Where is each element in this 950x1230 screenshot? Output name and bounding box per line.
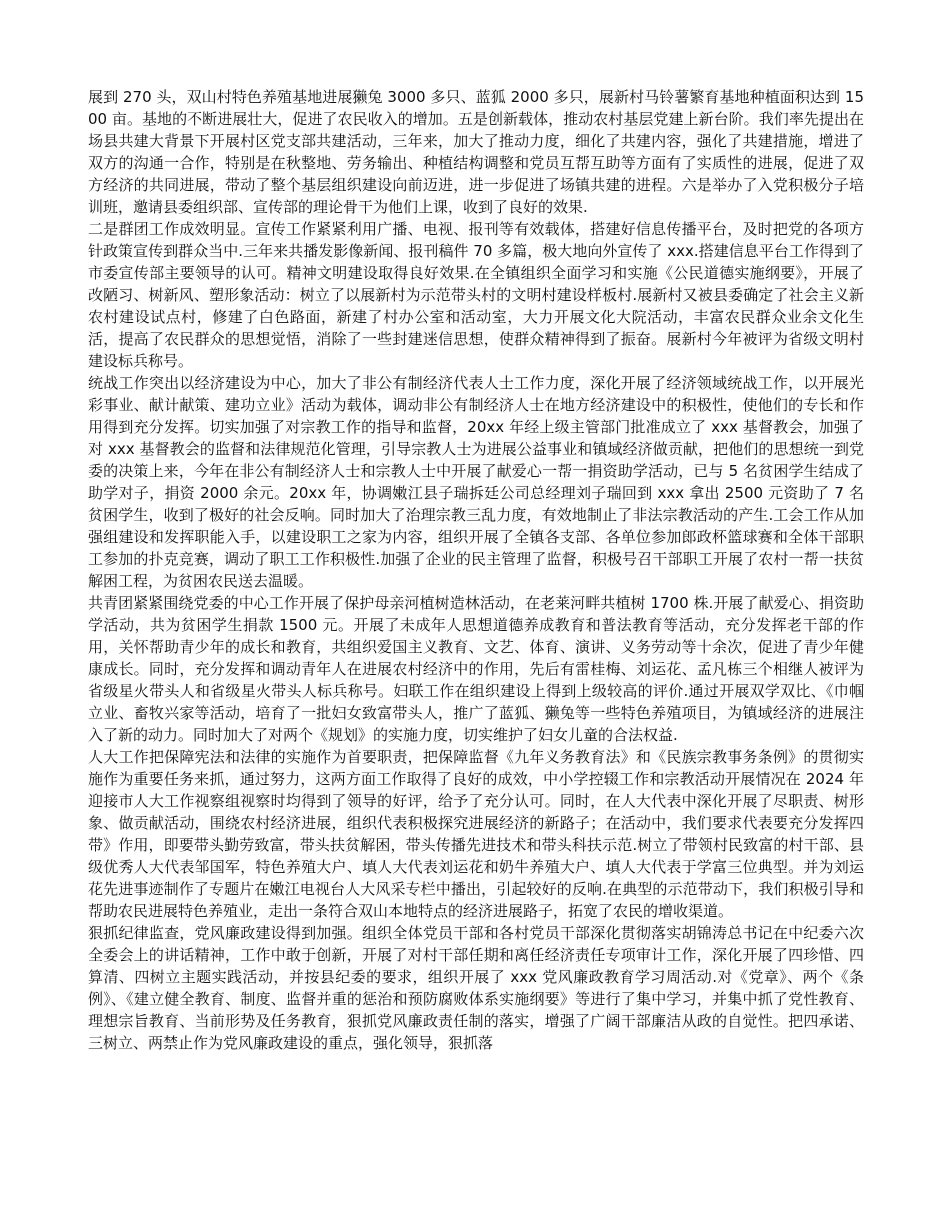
paragraph-5: 人大工作把保障宪法和法律的实施作为首要职责，把保障监督《九年义务教育法》和《民族宗教事务条例》的贯彻实施作为重要任务来抓，通过努力，这两方面工作取得了良好的成效，中小学控辍工作和宗教活动开展情况在 2024 年迎接市人大工作视察组视察时均得到了领导的好评，给予了充分认可。同时，在人大代表中深化开展了尽职责、树形象、做贡献活动，围绕农村经济进展，组织代表积极探究进展经济的新路子；在活动中，我们要求代表要充分发挥四带》作用，即要带头勤劳致富，带头扶贫解困，带头传播先进技术和带头科扶示范.树立了带领村民致富的村干部、县级优秀人大代表邹国军，特色养殖大户、填人大代表刘运花和奶牛养殖大户、填人大代表于学富三位典型。并为刘运花先进事迹制作了专题片在嫩江电视台人大风采专栏中播出，引起较好的反响.在典型的示范带动下，我们积极引导和帮助农民进展特色养殖业，走出一条符合双山本地特点的经济进展路子，拓宽了农民的增收渠道。 xyxy=(88,748,864,920)
paragraph-4: 共青团紧紧围绕党委的中心工作开展了保护母亲河植树造林活动，在老莱河畔共植树 1700 株.开展了献爱心、捐资助学活动，共为贫困学生捐款 1500 元。开展了未成年人思想道德养成教育和普法教育等活动，充分发挥老干部的作用，关怀帮助青少年的成长和教育，共组织爱国主义教育、文艺、体育、演讲、义务劳动等十余次，促进了青少年健康成长。同时，充分发挥和调动青年人在进展农村经济中的作用，先后有雷桂梅、刘运花、孟凡栋三个相继人被评为省级星火带头人和省级星火带头人标兵称号。妇联工作在组织建设上得到上级较高的评价.通过开展双学双比、《巾帼立业、畜牧兴家等活动，培育了一批妇女致富带头人，推广了蓝狐、獭兔等一些特色养殖项目，为镇域经济的进展注入了新的动力。同时加大了对两个《规划》的实施力度，切实维护了妇女儿童的合法权益. xyxy=(88,594,864,744)
paragraph-3: 统战工作突出以经济建设为中心，加大了非公有制经济代表人士工作力度，深化开展了经济领域统战工作，以开展光彩事业、献计献策、建功立业》活动为载体，调动非公有制经济人士在地方经济建设中的积极性，使他们的专长和作用得到充分发挥。切实加强了对宗教工作的指导和监督，20xx 年经上级主管部门批准成立了 xxx 基督教会，加强了对 xxx 基督教会的监督和法律规范化管理，引导宗教人士为进展公益事业和镇域经济做贡献，把他们的思想统一到党委的决策上来，今年在非公有制经济人士和宗教人士中开展了献爱心一帮一捐资助学活动，已与 5 名贫困学生结成了助学对子，捐资 2000 余元。20xx 年，协调嫩江县子瑞拆廷公司总经理刘子瑞回到 xxx 拿出 2500 元资助了 7 名贫困学生，收到了极好的社会反响。同时加大了治理宗教三乱力度，有效地制止了非法宗教活动的产生.工会工作从加强组建设和发挥职能入手，以建设职工之家为内容，组织开展了全镇各支部、各单位参加郎政杯篮球赛和全体干部职工参加的扑克竞赛，调动了职工工作积极性.加强了企业的民主管理了监督，积极号召干部职工开展了农村一帮一扶贫解困工程，为贫困农民送去温暖。 xyxy=(88,374,864,590)
paragraph-1: 展到 270 头，双山村特色养殖基地进展獭兔 3000 多只、蓝狐 2000 多只，展新村马铃薯繁育基地种植面积达到 1500 亩。基地的不断进展壮大，促进了农民收入的增加。五是创新载体，推动农村基层党建上新台阶。我们率先提出在场县共建大背景下开展村区党支部共建活动，三年来，加大了推动力度，细化了共建内容，强化了共建措施，增进了双方的沟通一合作，特别是在秋整地、劳务输出、种植结构调整和党员互帮互助等方面有了实质性的进展，促进了双方经济的共同进展，带动了整个基层组织建设向前迈进，进一步促进了场镇共建的进程。六是举办了入党积极分子培训班，邀请县委组织部、宣传部的理论骨干为他们上课，收到了良好的效果. xyxy=(88,88,864,216)
paragraph-6: 狠抓纪律监查，党风廉政建设得到加强。组织全体党员干部和各村党员干部深化贯彻落实胡锦涛总书记在中纪委六次全委会上的讲话精神，工作中敢于创新，开展了对村干部任期和离任经济责任专项审计工作，深化开展了四珍惜、四算清、四树立主题实践活动，并按县纪委的要求，组织开展了 xxx 党风廉政教育学习周活动.对《党章》、两个《条例》、《建立健全教育、制度、监督并重的惩治和预防腐败体系实施纲要》等进行了集中学习，并集中抓了党性教育、理想宗旨教育、当前形势及任务教育，狠抓党风廉政责任制的落实，增强了广阔干部廉洁从政的自觉性。把四承诺、三树立、两禁止作为党风廉政建设的重点，强化领导，狠抓落 xyxy=(88,924,864,1052)
paragraph-2: 二是群团工作成效明显。宣传工作紧紧利用广播、电视、报刊等有效载体，搭建好信息传播平台，及时把党的各项方针政策宣传到群众当中.三年来共播发影像新闻、报刊稿件 70 多篇，极大地向外宣传了 xxx.搭建信息平台工作得到了市委宣传部主要领导的认可。精神文明建设取得良好效果.在全镇组织全面学习和实施《公民道德实施纲要》，开展了改陋习、树新风、塑形象活动：树立了以展新村为示范带头村的文明村建设样板村.展新村又被县委确定了社会主义新农村建设试点村，修建了白色路面，新建了村办公室和活动室，大力开展文化大院活动，丰富农民群众业余文化生活，提高了农民群众的思想觉悟，消除了一些封建迷信思想，使群众精神得到了振奋。展新村今年被评为省级文明村建设标兵称号。 xyxy=(88,220,864,370)
